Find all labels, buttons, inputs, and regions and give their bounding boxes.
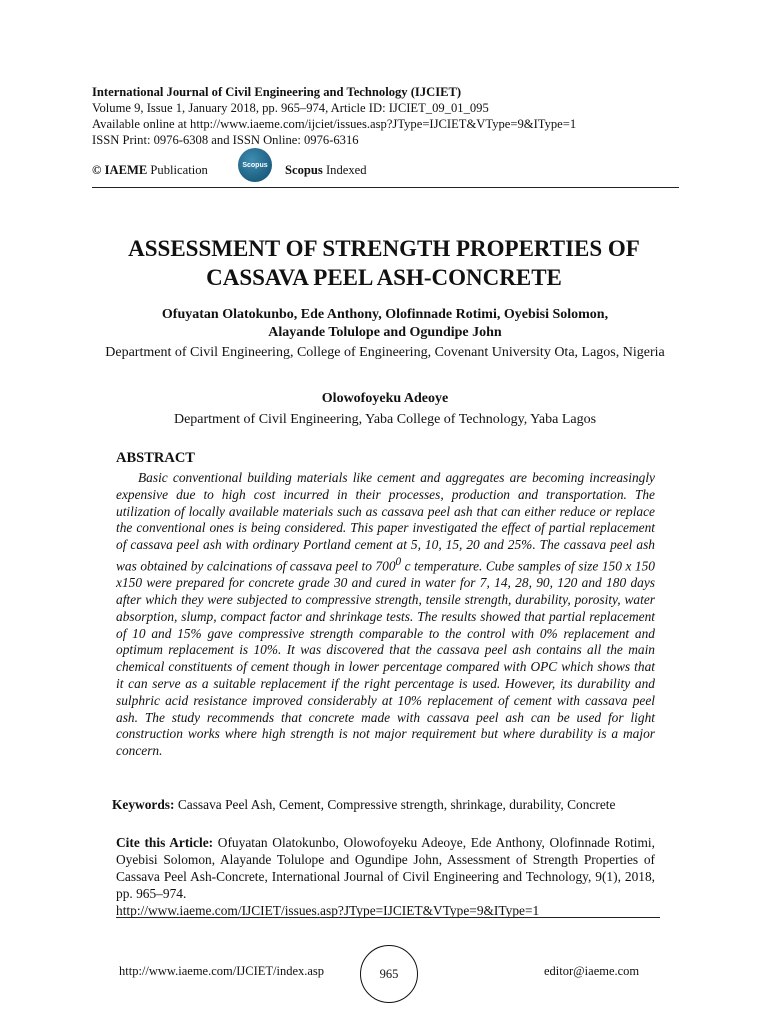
keywords-label: Keywords: [112,797,175,812]
publication-row [92,148,682,188]
author-2: Olowofoyeku Adeoye [321,391,449,406]
footer-url-link[interactable]: http://www.iaeme.com/IJCIET/index.asp [119,964,325,978]
cite-text: Ofuyatan Olatokunbo, Olowofoyeku Adeoye, Ede Anthony, Olofinnade Rotimi, Oyebisi Solomon, Alayande Tolulope and Ogundipe John, Assessment of Strength Properties of Cassava Peel Ash-Concrete, International Journal of Civil Engineering and Technology, 9(1), 2018, pp. 965–974. [116,835,656,901]
cite-label: Cite this Article: [116,835,214,850]
footer-email-link[interactable]: editor@iaeme.com [544,964,640,978]
publisher-name: IAEME [104,163,148,177]
journal-header [92,84,682,148]
authors-line-1: Ofuyatan Olatokunbo, Ede Anthony, Olofinnade Rotimi, Oyebisi Solomon, [161,307,609,322]
author-list [90,306,680,342]
page-number-badge [360,945,418,1003]
paper-title [60,234,708,292]
abstract-text [116,470,655,760]
affiliation-1: Department of Civil Engineering, College of Engineering, Covenant University Ota, Lagos, Nigeria [105,345,665,360]
volume-line: Volume 9, Issue 1, January 2018, pp. 965–974, Article ID: IJCIET_09_01_095 [92,101,489,115]
authors-line-2: Alayande Tolulope and Ogundipe John [268,325,502,340]
indexed-suffix: Indexed [325,163,367,177]
affiliation-2: Department of Civil Engineering, Yaba College of Technology, Yaba Lagos [173,412,597,427]
scopus-logo-text: Scopus [242,161,268,169]
citation-divider [116,917,660,918]
available-online-line: Available online at http://www.iaeme.com/ijciet/issues.asp?JType=IJCIET&VType=9&IType=1 [92,117,577,131]
header-divider [92,187,679,188]
cite-url-link[interactable]: http://www.iaeme.com/IJCIET/issues.asp?JType=IJCIET&VType=9&IType=1 [116,903,540,918]
publisher-suffix: Publication [150,163,208,177]
issn-line: ISSN Print: 0976-6308 and ISSN Online: 0976-6316 [92,133,359,147]
abstract-superscript: 0 [395,555,402,568]
publisher-line [92,163,208,178]
indexed-line [285,163,367,178]
title-line-2: CASSAVA PEEL ASH-CONCRETE [206,265,562,290]
scopus-logo-icon [238,148,272,182]
keywords-text: Cassava Peel Ash, Cement, Compressive strength, shrinkage, durability, Concrete [177,797,616,812]
abstract-part-1: Basic conventional building materials like cement and aggregates are becoming increasingly expensive due to high cost incurred in their processes, production and transportation. The utilization of locally available materials such as cassava peel ash that can either reduce or replace the conventional ones is being considered. This paper investigated the effect of partial replacement of cassava peel ash with ordinary Portland cement at 5, 10, 15, 20 and 25%. The cassava peel ash was obtained by calcinations of cassava peel to 700 [116,470,655,574]
title-line-1: ASSESSMENT OF STRENGTH PROPERTIES OF [128,236,640,261]
page-number: 965 [379,966,399,981]
abstract-heading: ABSTRACT [116,450,195,466]
indexed-name: Scopus [285,163,323,177]
abstract-part-2: c temperature. Cube samples of size 150 x 150 x150 were prepared for concrete grade 30 and cured in water for 7, 14, 28, 90, 120 and 180 days after which they were subjected to compressive strength, tensile strength, durability, porosity, water absorption, slump, compact factor and shrinkage tests. The results showed that partial replacement of 10 and 15% gave compressive strength comparable to the control with 0% replacement and optimum replacement is 10%. It was discovered that the cassava peel ash contains all the main chemical constituents of cement though in lower percentage compared with OPC which shows that it can serve as a suitable replacement if the right percentage is used. However, its durability and sulphric acid resistance improved considerably at 10% replacement of cement with cassava peel ash. The study recommends that concrete made with cassava peel ash can be used for light construction works where high strength is not major requirement but where durability is a major concern. [116,558,655,759]
copyright-symbol: © [92,163,102,177]
citation-section [116,834,655,919]
keywords-section [112,796,657,813]
journal-title: International Journal of Civil Engineering and Technology (IJCIET) [92,85,462,99]
